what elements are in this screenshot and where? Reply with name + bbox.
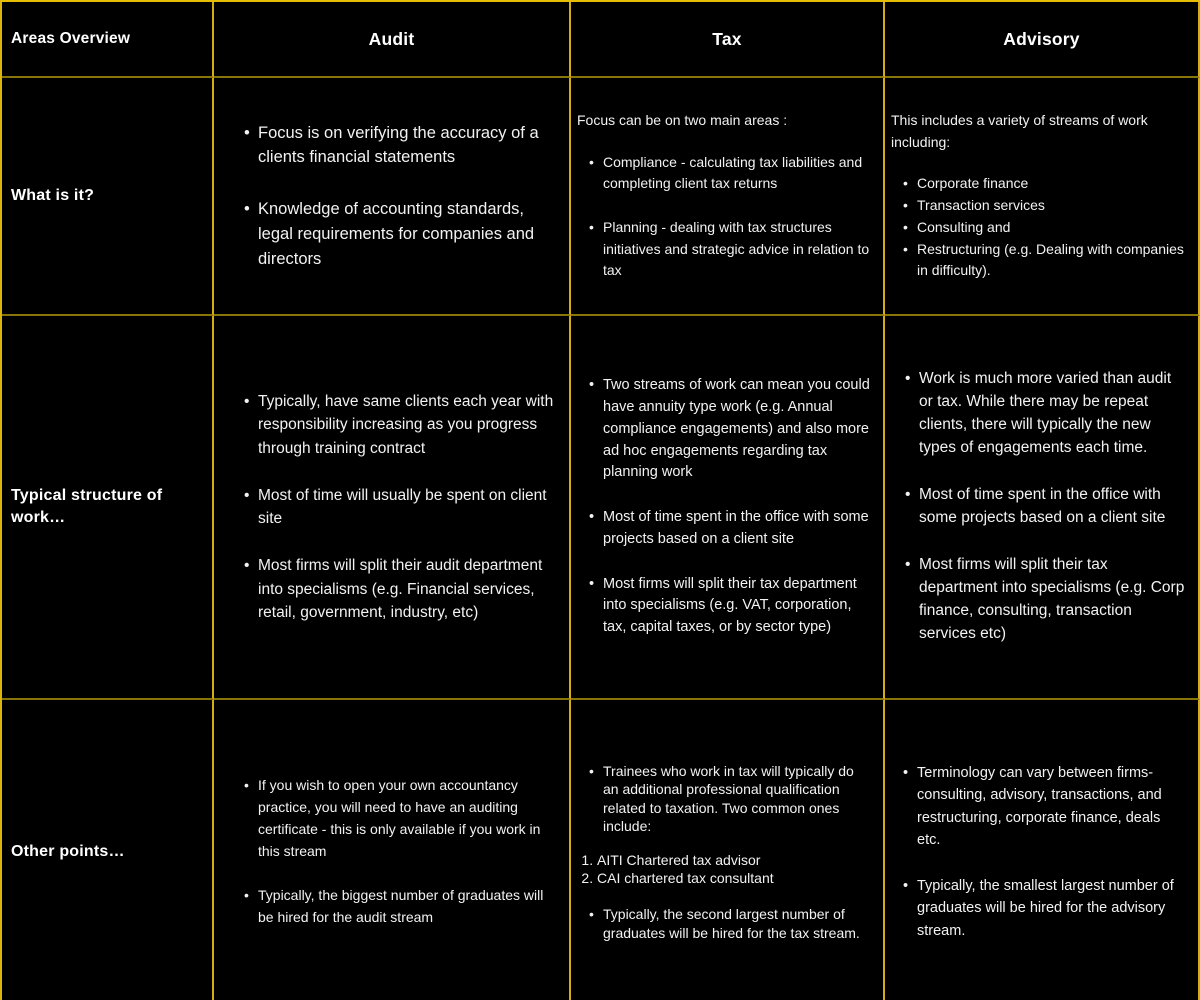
bullet-list: [891, 762, 1186, 942]
bullet-item: • Most of time spent in the office with some projects based on a client site: [919, 484, 1186, 530]
bullet-item: • Transaction services: [917, 195, 1186, 217]
numbered-list: [577, 851, 871, 887]
bullet-item: • Most firms will split their tax department into specialisms (e.g. Corp finance, consulting, transaction services etc): [919, 554, 1186, 646]
bullet-list: [577, 375, 871, 639]
bullet-list: [577, 762, 871, 835]
cell-other-advisory: [885, 700, 1200, 1000]
bullet-list: [232, 390, 557, 624]
row-label-what-is-it: What is it?: [2, 78, 214, 316]
bullet-item: • Restructuring (e.g. Dealing with companies in difficulty).: [917, 239, 1186, 282]
cell-what-advisory: [885, 78, 1200, 316]
bullet-item: • Most firms will split their tax department into specialisms (e.g. VAT, corporation, tax, capital taxes, or by sector type): [603, 574, 871, 639]
bullet-item: • Typically, the second largest number of graduates will be hired for the tax stream.: [603, 905, 871, 941]
bullet-item: • Typically, the biggest number of graduates will be hired for the audit stream: [258, 885, 557, 928]
bullet-list: [577, 152, 871, 282]
bullet-item: • Work is much more varied than audit or tax. While there may be repeat clients, there will typically the new types of engagements each time.: [919, 368, 1186, 460]
bullet-item: • Typically, have same clients each year with responsibility increasing as you progress through training contract: [258, 390, 557, 460]
bullet-item: • Compliance - calculating tax liabilities and completing client tax returns: [603, 152, 871, 195]
bullet-item: • Planning - dealing with tax structures initiatives and strategic advice in relation to tax: [603, 217, 871, 282]
bullet-item: • Consulting and: [917, 217, 1186, 239]
bullet-item: • Focus is on verifying the accuracy of a clients financial statements: [258, 121, 557, 171]
cell-structure-advisory: [885, 316, 1200, 700]
bullet-list: [232, 121, 557, 272]
bullet-item: • Terminology can vary between firms- consulting, advisory, transactions, and restructuring, corporate finance, deals etc.: [917, 762, 1186, 852]
numbered-item: 2. CAI chartered tax consultant: [597, 869, 871, 887]
cell-structure-audit: [214, 316, 571, 700]
bullet-item: • Two streams of work can mean you could have annuity type work (e.g. Annual compliance engagements) and also more ad hoc engagements regarding tax planning work: [603, 375, 871, 484]
cell-what-tax: [571, 78, 885, 316]
header-audit: Audit: [214, 2, 571, 78]
numbered-item: 1. AITI Chartered tax advisor: [597, 851, 871, 869]
bullet-item: • If you wish to open your own accountancy practice, you will need to have an auditing certificate - this is only available if you work in this stream: [258, 775, 557, 862]
header-areas-overview: Areas Overview: [2, 2, 214, 78]
cell-other-audit: [214, 700, 571, 1000]
row-label-typical-structure: Typical structure of work…: [2, 316, 214, 700]
cell-structure-tax: [571, 316, 885, 700]
bullet-list: [893, 368, 1186, 645]
header-tax: Tax: [571, 2, 885, 78]
bullet-item: • Typically, the smallest largest number of graduates will be hired for the advisory stream.: [917, 875, 1186, 942]
bullet-item: • Most firms will split their audit department into specialisms (e.g. Financial services, retail, government, industry, etc): [258, 554, 557, 624]
bullet-item: • Trainees who work in tax will typically do an additional professional qualification related to taxation. Two common ones include:: [603, 762, 871, 835]
header-advisory: Advisory: [885, 2, 1200, 78]
bullet-item: • Most of time will usually be spent on client site: [258, 484, 557, 531]
bullet-list: [232, 775, 557, 928]
bullet-item: • Knowledge of accounting standards, legal requirements for companies and directors: [258, 197, 557, 271]
bullet-item: • Corporate finance: [917, 173, 1186, 195]
bullet-list: [577, 905, 871, 941]
intro-text: Focus can be on two main areas :: [577, 111, 788, 128]
cell-other-tax: [571, 700, 885, 1000]
bullet-item: • Most of time spent in the office with some projects based on a client site: [603, 507, 871, 551]
bullet-list: [891, 173, 1186, 281]
intro-text: This includes a variety of streams of work including:: [891, 112, 1148, 150]
row-label-other-points: Other points…: [2, 700, 214, 1000]
cell-what-audit: [214, 78, 571, 316]
